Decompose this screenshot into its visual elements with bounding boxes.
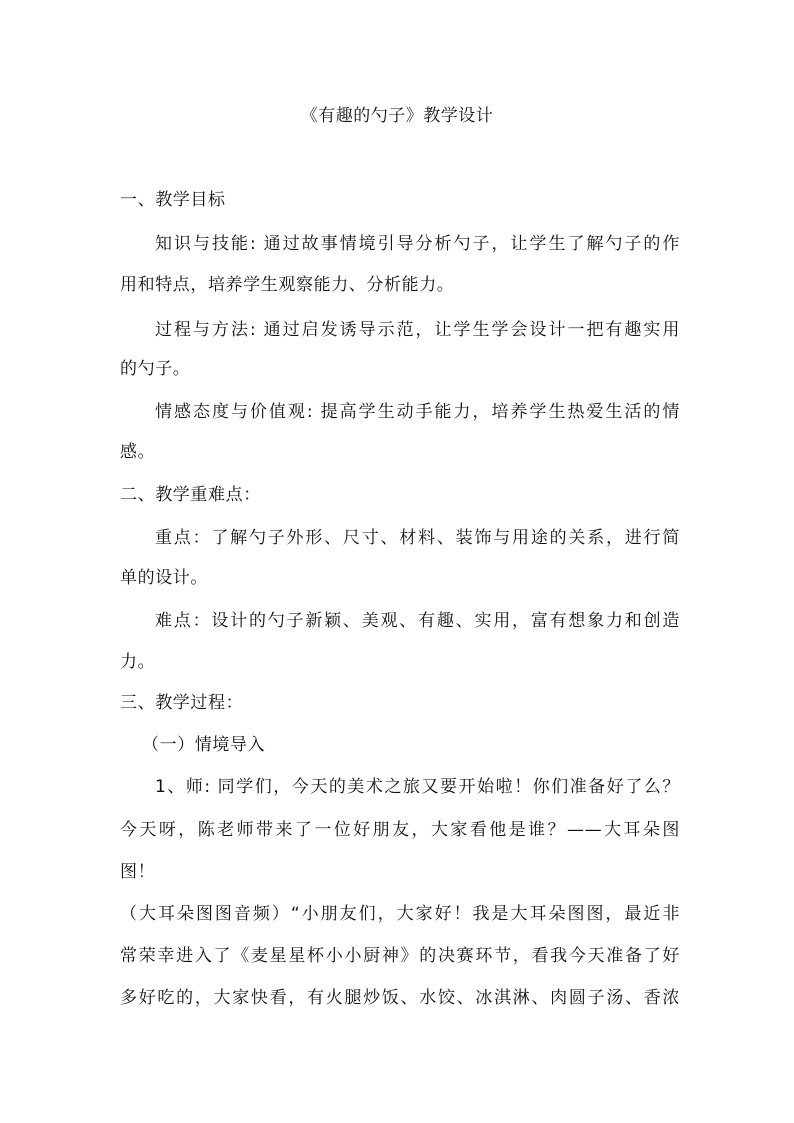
subsection-heading: （一）情境导入 bbox=[142, 735, 266, 755]
paragraph-line: 感。 bbox=[120, 442, 156, 462]
paragraph-line: 难点：设计的勺子新颖、美观、有趣、实用，富有想象力和创造 bbox=[155, 611, 680, 631]
paragraph-line: 重点：了解勺子外形、尺寸、材料、装饰与用途的关系，进行简 bbox=[155, 528, 680, 548]
document-title: 《有趣的勺子》教学设计 bbox=[300, 106, 494, 126]
section-heading-objectives: 一、教学目标 bbox=[120, 190, 226, 210]
paragraph-line: 今天呀，陈老师带来了一位好朋友，大家看他是谁？——大耳朵图 bbox=[120, 820, 680, 840]
paragraph-line: 单的设计。 bbox=[120, 568, 208, 588]
paragraph-line: 的勺子。 bbox=[120, 359, 191, 379]
paragraph-line: 常荣幸进入了《麦星星杯小小厨神》的决赛环节，看我今天准备了好 bbox=[120, 946, 680, 966]
paragraph-line: 知识与技能: 通过故事情境引导分析勺子，让学生了解勺子的作 bbox=[155, 234, 680, 254]
paragraph-line: 用和特点，培养学生观察能力、分析能力。 bbox=[120, 275, 455, 295]
paragraph-line: 多好吃的，大家快看，有火腿炒饭、水饺、冰淇淋、肉圆子汤、香浓 bbox=[120, 988, 680, 1008]
section-heading-key-points: 二、教学重难点： bbox=[120, 485, 261, 505]
paragraph-line: 过程与方法: 通过启发诱导示范，让学生学会设计一把有趣实用 bbox=[155, 320, 680, 340]
paragraph-line: 力。 bbox=[120, 652, 156, 672]
paragraph-line: 情感态度与价值观: 提高学生动手能力，培养学生热爱生活的情 bbox=[155, 402, 680, 422]
section-heading-process: 三、教学过程： bbox=[120, 693, 244, 713]
paragraph-line: 图！ bbox=[120, 862, 156, 882]
paragraph-line: （大耳朵图图音频）“小朋友们，大家好！我是大耳朵图图，最近非 bbox=[120, 904, 680, 924]
paragraph-line: 1、师: 同学们，今天的美术之旅又要开始啦！你们准备好了么？ bbox=[155, 777, 680, 797]
